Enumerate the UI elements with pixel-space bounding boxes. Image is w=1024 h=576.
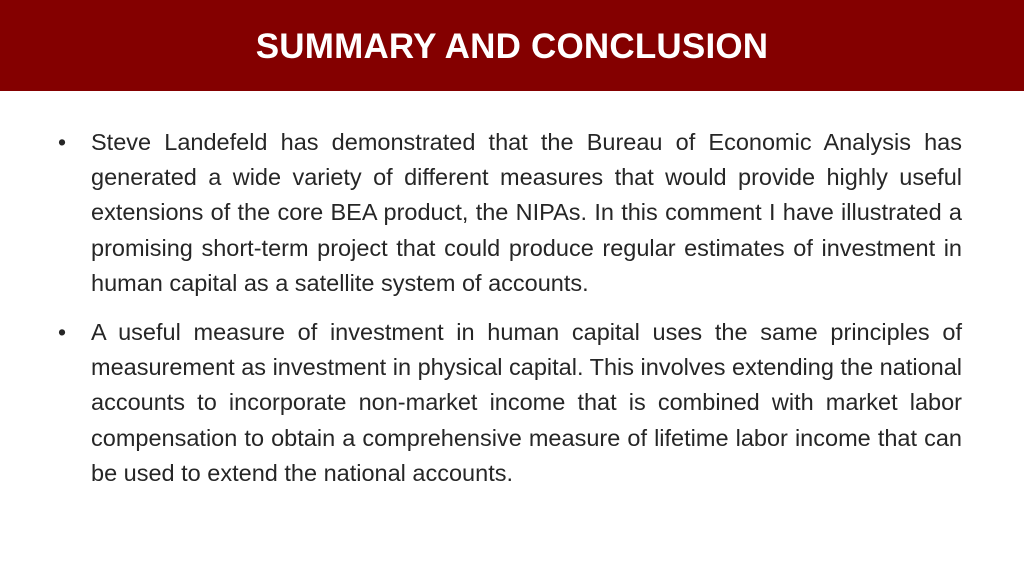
bullet-icon: • [58, 129, 67, 155]
bullet-list [56, 125, 962, 491]
bullet-icon: • [58, 319, 67, 346]
bullet-item-2 [56, 315, 962, 491]
bullet-text-1: Steve Landefeld has demonstrated that the Bureau of Economic Analysis has generated a wide variety of different measures that would provide highly useful extensions of the core BEA product, the NIPAs. In this comment I have illustrated a promising short-term project that could produce regular estimates of investment in human capital as a satellite system of accounts. [91, 129, 962, 296]
title-bar [0, 0, 1024, 91]
slide-title: SUMMARY AND CONCLUSION [255, 26, 769, 66]
bullet-item-1 [56, 125, 962, 301]
bullet-text-2: A useful measure of investment in human capital uses the same principles of measurement as investment in physical capital. This involves extending the national accounts to incorporate non-market income that is combined with market labor compensation to obtain a comprehensive measure of lifetime labor income that can be used to extend the national accounts. [91, 319, 962, 486]
slide-content [56, 125, 962, 505]
